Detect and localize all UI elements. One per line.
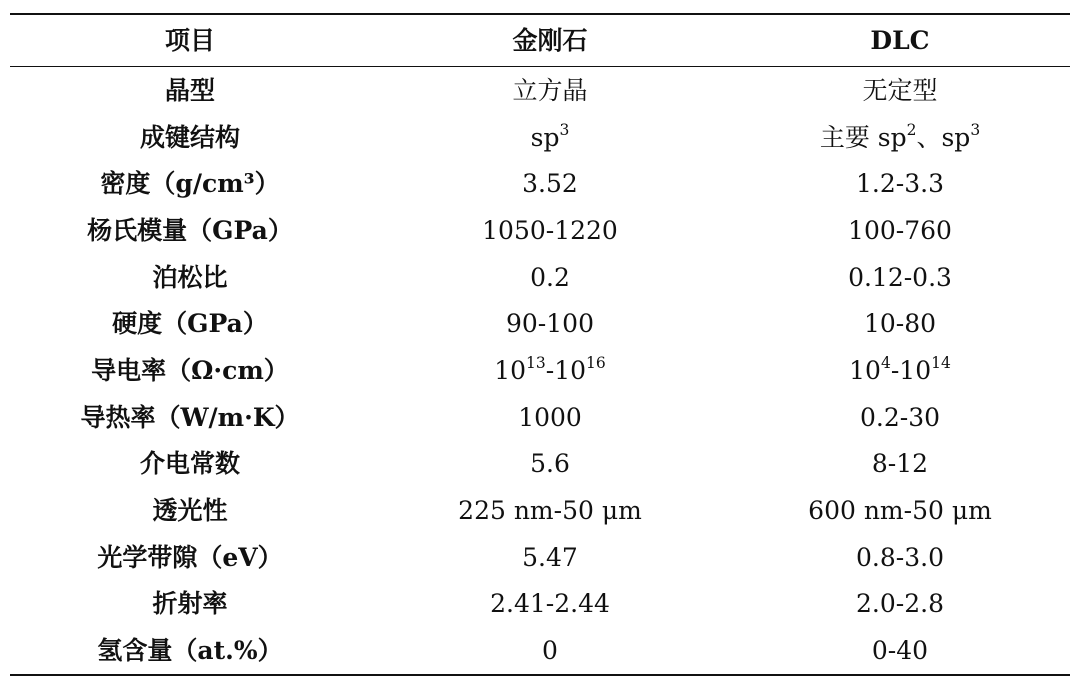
dlc-part: 、sp	[916, 122, 971, 152]
dlc-part: 主要 sp	[819, 122, 907, 152]
table-row	[10, 627, 1070, 675]
table-row	[10, 114, 1070, 161]
diamond-part: 10	[494, 355, 527, 385]
dlc-value: 100-760	[848, 215, 952, 245]
dlc-value: 10-80	[863, 309, 937, 339]
row-label: 氢含量（at.%）	[97, 636, 283, 666]
diamond-value: 5.6	[530, 449, 570, 479]
diamond-value: 1050-1220	[482, 215, 618, 245]
header-dlc: DLC	[870, 26, 930, 55]
row-label: 透光性	[152, 496, 228, 526]
row-label: 导热率（W/m·K）	[80, 402, 300, 432]
dlc-value: 无定型	[862, 75, 938, 105]
row-label: 晶型	[164, 75, 215, 105]
diamond-value	[370, 114, 730, 161]
dlc-value: 0.8-3.0	[856, 542, 944, 572]
header-item: 项目	[164, 26, 215, 55]
table-row	[10, 254, 1070, 301]
dlc-sup: 3	[970, 120, 981, 139]
row-label: 导电率（Ω·cm）	[91, 355, 289, 385]
dlc-value: 1.2-3.3	[856, 169, 944, 199]
dlc-part: 10	[849, 355, 881, 385]
dlc-sup: 14	[931, 354, 951, 373]
row-label: 杨氏模量（GPa）	[87, 215, 293, 245]
dlc-value	[730, 114, 1070, 161]
diamond-value: 立方晶	[512, 75, 588, 105]
diamond-value	[370, 347, 730, 394]
row-label: 泊松比	[152, 262, 228, 292]
table-row	[10, 300, 1070, 347]
comparison-table-container	[10, 13, 1070, 676]
table-row	[10, 394, 1070, 441]
diamond-sup: 16	[586, 354, 606, 373]
diamond-part: -10	[545, 355, 587, 385]
dlc-sup: 4	[880, 354, 891, 373]
table-row	[10, 534, 1070, 581]
row-label: 折射率	[152, 589, 228, 619]
table-row	[10, 160, 1070, 207]
row-label: 硬度（GPa）	[112, 309, 268, 339]
table-row	[10, 581, 1070, 628]
dlc-value: 2.0-2.8	[856, 589, 944, 619]
diamond-value: 2.41-2.44	[490, 589, 610, 619]
table-row	[10, 441, 1070, 488]
table-row	[10, 67, 1070, 114]
diamond-value-sup: 3	[559, 120, 570, 139]
table-header	[10, 14, 1070, 67]
row-label: 光学带隙（eV）	[97, 542, 283, 572]
diamond-value: 0.2	[530, 262, 570, 292]
diamond-dlc-comparison-table	[10, 13, 1070, 676]
diamond-value: 1000	[518, 402, 582, 432]
table-row	[10, 347, 1070, 394]
table-row	[10, 207, 1070, 254]
table-row	[10, 487, 1070, 534]
diamond-value: 90-100	[506, 309, 594, 339]
diamond-sup: 13	[526, 354, 546, 373]
dlc-value	[730, 347, 1070, 394]
row-label: 密度（g/cm³）	[100, 169, 280, 199]
dlc-value: 0-40	[871, 636, 929, 666]
diamond-value: 0	[542, 636, 558, 666]
dlc-part: -10	[890, 355, 932, 385]
dlc-sup: 2	[906, 120, 917, 139]
diamond-value: 225 nm-50 μm	[458, 496, 642, 526]
diamond-value: 5.47	[522, 542, 578, 572]
header-diamond: 金刚石	[512, 26, 588, 55]
dlc-value: 0.12-0.3	[848, 262, 952, 292]
header-row	[10, 14, 1070, 67]
row-label: 成键结构	[139, 122, 240, 152]
row-label: 介电常数	[139, 449, 240, 479]
dlc-value: 8-12	[871, 449, 929, 479]
table-body	[10, 67, 1070, 675]
diamond-value: 3.52	[522, 169, 578, 199]
dlc-value: 0.2-30	[859, 402, 941, 432]
diamond-value-base: sp	[530, 122, 560, 152]
dlc-value: 600 nm-50 μm	[808, 496, 992, 526]
